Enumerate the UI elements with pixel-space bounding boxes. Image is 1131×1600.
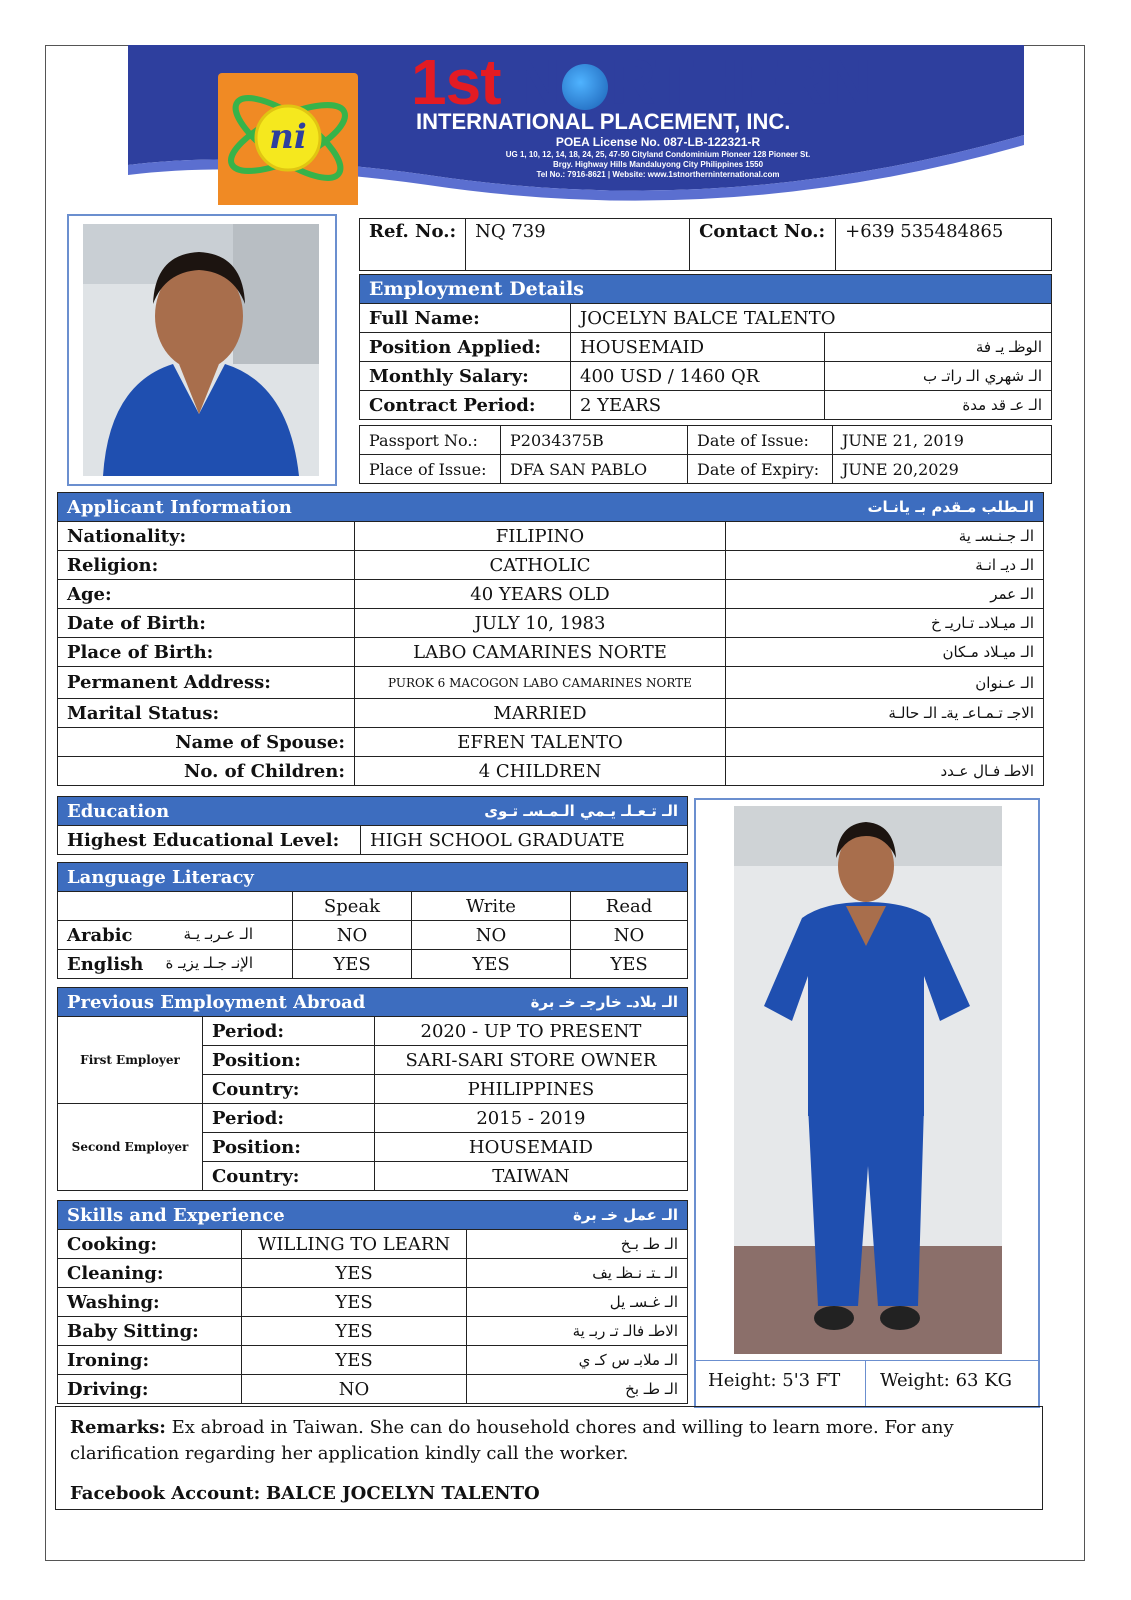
applicant-row [58,728,1044,757]
speak-value: NO [293,921,412,950]
skill-label: Driving: [58,1375,242,1404]
skills-table [57,1200,688,1404]
person-full-body-icon [734,806,1002,1354]
skill-value: NO [242,1375,467,1404]
agency-address-2: Brgy. Highway Hills Mandaluyong City Philippines 1550 [552,160,764,169]
skill-row [58,1230,688,1259]
write-value: NO [412,921,571,950]
skill-label: Cooking: [58,1230,242,1259]
remarks-label: Remarks: [70,1417,166,1438]
address-label: Permanent Address: [58,667,355,699]
birth-place-value: LABO CAMARINES NORTE [355,638,726,667]
spouse-value: EFREN TALENTO [355,728,726,757]
skill-arabic: الـ غـسـ يل [467,1288,688,1317]
period-value: 2015 - 2019 [374,1104,687,1133]
brand-title [411,47,870,117]
skills-header: Skills and Experience [58,1201,467,1230]
marital-status-value: MARRIED [355,699,726,728]
remarks-paragraph [70,1415,1028,1467]
height-value: Height: 5'3 FT [696,1361,866,1407]
issue-date-label: Date of Issue: [688,426,833,455]
language-table [57,862,688,979]
education-header: Education [58,797,361,826]
skill-arabic: الـ طـ بخ [467,1375,688,1404]
logo-letters: ni [269,117,307,157]
globe-icon [562,64,608,110]
ref-label: Ref. No.: [360,219,466,271]
write-value: YES [412,950,571,979]
weight-value: Weight: 63 KG [880,1370,1013,1391]
skill-label: Ironing: [58,1346,242,1375]
contact-label: Contact No.: [690,219,836,271]
passport-no-label: Passport No.: [360,426,501,455]
language-name: Arabic [67,924,133,946]
position-value: HOUSEMAID [374,1133,687,1162]
brand-subtitle: INTERNATIONAL PLACEMENT, INC. [416,109,791,134]
position-label: Position Applied: [360,333,571,362]
person-portrait-icon [83,224,319,476]
nationality-value: FILIPINO [355,522,726,551]
full-name-value: JOCELYN BALCE TALENTO [571,304,1052,333]
skill-row [58,1259,688,1288]
read-value: YES [571,950,688,979]
position-value: SARI-SARI STORE OWNER [374,1046,687,1075]
expiry-date-value: JUNE 20,2029 [833,455,1052,484]
previous-header-arabic: الـ بلادـ خارجـ خـ برة [374,988,687,1017]
children-label: No. of Children: [58,757,355,786]
language-row [58,950,688,979]
face-photo [83,224,319,476]
position-value: HOUSEMAID [571,333,825,362]
language-header: Language Literacy [58,863,688,892]
first-employer-title: First Employer [58,1017,203,1104]
applicant-row [58,580,1044,609]
poea-license: POEA License No. 087-LB-122321-R [555,135,761,149]
brand-title-n: N [514,46,560,118]
previous-header: Previous Employment Abroad [58,988,375,1017]
applicant-rows [58,522,1044,786]
birth-place-label: Place of Birth: [58,638,355,667]
period-label: Period: [202,1017,374,1046]
applicant-header-arabic: الـطلب مـقدم بـ يانـات [726,493,1044,522]
address-value: PUROK 6 MACOGON LABO CAMARINES NORTE [355,667,726,699]
full-name-label: Full Name: [360,304,571,333]
applicant-row [58,551,1044,580]
col-speak: Speak [293,892,412,921]
employment-header: Employment Details [360,275,1052,304]
ref-value: NQ 739 [466,219,690,271]
skill-row [58,1375,688,1404]
skill-label: Washing: [58,1288,242,1317]
skill-row [58,1317,688,1346]
position-label: Position: [202,1133,374,1162]
agency-contact: Tel No.: 7916-8621 | Website: www.1stnortherninternational.com [536,170,780,179]
applicant-row [58,757,1044,786]
religion-label: Religion: [58,551,355,580]
marital-status-label: Marital Status: [58,699,355,728]
skill-label: Cleaning: [58,1259,242,1288]
contract-value: 2 YEARS [571,391,825,420]
birth-date-arabic: الـ ميـلادـ تـاريـ خ [726,609,1044,638]
measurements-bar [696,1360,1038,1407]
education-level-value: HIGH SCHOOL GRADUATE [361,826,688,855]
skill-row [58,1288,688,1317]
employer-row [58,1104,688,1133]
language-corner-cell [58,892,293,921]
salary-label: Monthly Salary: [360,362,571,391]
col-write: Write [412,892,571,921]
salary-value: 400 USD / 1460 QR [571,362,825,391]
skill-value: YES [242,1346,467,1375]
spouse-label: Name of Spouse: [58,728,355,757]
age-value: 40 YEARS OLD [355,580,726,609]
contract-label: Contract Period: [360,391,571,420]
skill-value: YES [242,1288,467,1317]
read-value: NO [571,921,688,950]
passport-table [359,425,1052,484]
facebook-line [70,1481,1028,1507]
contact-value: +639 535484865 [836,219,1052,271]
previous-employment-table [57,987,688,1191]
nationality-arabic: الـ جـنـسـ ية [726,522,1044,551]
spouse-arabic [726,728,1044,757]
skill-arabic: الـ ـتـ نـظـ يف [467,1259,688,1288]
language-name: English [67,953,144,975]
skill-value: YES [242,1259,467,1288]
face-photo-frame [67,214,337,486]
issue-date-value: JUNE 21, 2019 [833,426,1052,455]
country-label: Country: [202,1075,374,1104]
birth-date-value: JULY 10, 1983 [355,609,726,638]
birth-date-label: Date of Birth: [58,609,355,638]
brand-title-rest: RTHERN [609,46,871,118]
skill-arabic: الـ ملابـ س كـ ي [467,1346,688,1375]
speak-value: YES [293,950,412,979]
religion-value: CATHOLIC [355,551,726,580]
passport-no-value: P2034375B [501,426,688,455]
skill-arabic: الـ طـ بـخ [467,1230,688,1259]
language-name-arabic: الـ عـربـ يـة [183,924,253,943]
nationality-label: Nationality: [58,522,355,551]
agency-address-1: UG 1, 10, 12, 14, 18, 24, 25, 47-50 Cityland Condominium Pioneer 128 Pioneer St. [505,150,811,159]
age-label: Age: [58,580,355,609]
applicant-header: Applicant Information [58,493,726,522]
skills-header-arabic: الـ عمل خـ برة [467,1201,688,1230]
agency-banner [128,45,1024,205]
position-label: Position: [202,1046,374,1075]
education-header-arabic: الـ تـعـلـ يـمي الـمـسـ تـوى [361,797,688,826]
applicant-row [58,609,1044,638]
remarks-text: Ex abroad in Taiwan. She can do household chores and willing to learn more. For any clarification regarding her application kindly call the worker. [70,1417,954,1464]
company-logo [218,73,358,205]
issue-place-label: Place of Issue: [360,455,501,484]
skill-value: YES [242,1317,467,1346]
language-row [58,921,688,950]
salary-arabic: الـ شهري الـ راتـ ب [825,362,1052,391]
children-value: 4 CHILDREN [355,757,726,786]
language-name-arabic: الإنـ جـلـ يزيـ ة [165,953,253,972]
issue-place-value: DFA SAN PABLO [501,455,688,484]
facebook-label: Facebook Account: [70,1483,261,1504]
expiry-date-label: Date of Expiry: [688,455,833,484]
country-value: PHILIPPINES [374,1075,687,1104]
facebook-account: BALCE JOCELYN TALENTO [265,1483,540,1504]
employment-table [359,274,1052,420]
country-value: TAIWAN [374,1162,687,1191]
applicant-row [58,638,1044,667]
country-label: Country: [202,1162,374,1191]
period-value: 2020 - UP TO PRESENT [374,1017,687,1046]
contract-arabic: الـ عـ قد مدة [825,391,1052,420]
second-employer-title: Second Employer [58,1104,203,1191]
period-label: Period: [202,1104,374,1133]
full-body-photo-frame [694,798,1040,1408]
brand-title-1st: 1st [411,46,501,118]
children-arabic: الاطـ فـال عـدد [726,757,1044,786]
address-arabic: الـ عـنوان [726,667,1044,699]
applicant-table [57,492,1044,786]
skill-value: WILLING TO LEARN [242,1230,467,1259]
age-arabic: الـ عمر [726,580,1044,609]
birth-place-arabic: الـ ميـلاد مـكان [726,638,1044,667]
education-level-label: Highest Educational Level: [58,826,361,855]
marital-status-arabic: الاجـ تـمـاعـ يةـ الـ حالـة [726,699,1044,728]
education-table [57,796,688,855]
applicant-row [58,667,1044,699]
full-body-photo [734,806,1002,1354]
applicant-row [58,522,1044,551]
col-read: Read [571,892,688,921]
remarks-box [55,1406,1043,1510]
employer-row [58,1017,688,1046]
skill-row [58,1346,688,1375]
position-arabic: الوظـ يـ فة [825,333,1052,362]
skill-label: Baby Sitting: [58,1317,242,1346]
applicant-row [58,699,1044,728]
skill-arabic: الاطـ فالـ تـ ربـ ية [467,1317,688,1346]
religion-arabic: الـ ديـ انـة [726,551,1044,580]
reference-table [359,218,1052,271]
